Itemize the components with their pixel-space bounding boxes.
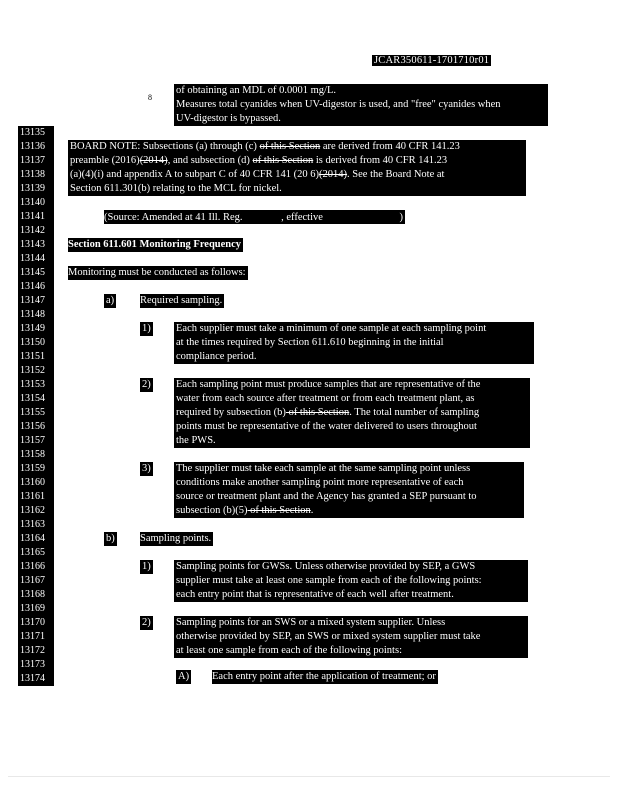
line-number: 13161	[18, 490, 54, 504]
item-a2-line-3: required by subsection (b) of this Section. The total number of sampling	[176, 407, 480, 418]
line-number: 13151	[18, 350, 54, 364]
line-number: 13142	[18, 224, 54, 238]
item-b2A-label: A)	[178, 671, 190, 682]
intro-text: Monitoring must be conducted as follows:	[68, 267, 246, 278]
line-number: 13159	[18, 462, 54, 476]
item-b1-line-3: each entry point that is representative of each well after treatment.	[176, 589, 454, 600]
item-a1-line-1: Each supplier must take a minimum of one sample at each sampling point	[176, 323, 487, 334]
line-number: 13166	[18, 560, 54, 574]
item-b2-line-2: otherwise provided by SEP, an SWS or mixed system supplier must take	[176, 631, 481, 642]
line-number: 13167	[18, 574, 54, 588]
line-number: 13160	[18, 476, 54, 490]
item-b2-line-1: Sampling points for an SWS or a mixed system supplier. Unless	[176, 617, 446, 628]
cyanide-note-line-1: of obtaining an MDL of 0.0001 mg/L.	[176, 85, 337, 96]
line-number: 13137	[18, 154, 54, 168]
board-note-line-1: BOARD NOTE: Subsections (a) through (c) of this Section are derived from 40 CFR 141.23	[70, 141, 460, 152]
line-number: 13150	[18, 336, 54, 350]
line-number: 13164	[18, 532, 54, 546]
item-a3-line-1: The supplier must take each sample at the same sampling point unless	[176, 463, 471, 474]
subsection-b-title: Sampling points.	[140, 533, 212, 544]
line-number: 13172	[18, 644, 54, 658]
line-number: 13148	[18, 308, 54, 322]
line-number: 13145	[18, 266, 54, 280]
item-a2-line-2: water from each source after treatment or from each treatment plant, as	[176, 393, 475, 404]
line-number: 13169	[18, 602, 54, 616]
cyanide-note-line-3: UV-digestor is bypassed.	[176, 113, 281, 124]
subsection-b-label: b)	[106, 533, 115, 544]
item-a3-number: 3)	[142, 463, 151, 474]
item-b2-line-3: at least one sample from each of the following points:	[176, 645, 402, 656]
line-number: 13154	[18, 392, 54, 406]
line-number: 13163	[18, 518, 54, 532]
item-a2-line-4: points must be representative of the water delivered to users throughout	[176, 421, 477, 432]
item-a3-line-3: source or treatment plant and the Agency has granted a SEP pursuant to	[176, 491, 477, 502]
footer-rule	[8, 776, 610, 777]
line-number: 13165	[18, 546, 54, 560]
line-number: 13144	[18, 252, 54, 266]
line-number: 13173	[18, 658, 54, 672]
subsection-a-label: a)	[106, 295, 115, 306]
line-number: 13149	[18, 322, 54, 336]
item-a2-line-1: Each sampling point must produce samples that are representative of the	[176, 379, 481, 390]
subsection-a-title: Required sampling.	[140, 295, 223, 306]
board-note-line-4: Section 611.301(b) relating to the MCL for nickel.	[70, 183, 282, 194]
line-number: 13136	[18, 140, 54, 154]
line-number: 13143	[18, 238, 54, 252]
line-number: 13135	[18, 126, 54, 140]
document-code: JCAR350611-1701710r01	[374, 55, 490, 66]
item-a1-number: 1)	[142, 323, 151, 334]
cyanide-note-line-2: Measures total cyanides when UV-digestor is used, and "free" cyanides when	[176, 99, 501, 110]
item-b2A-text: Each entry point after the application of treatment; or	[212, 671, 436, 682]
line-number: 13158	[18, 448, 54, 462]
line-number: 13141	[18, 210, 54, 224]
line-number: 13156	[18, 420, 54, 434]
line-number: 13170	[18, 616, 54, 630]
line-number: 13139	[18, 182, 54, 196]
board-note-line-3: (a)(4)(i) and appendix A to subpart C of 40 CFR 141 (20 6)(2014). See the Board Note at	[70, 169, 445, 180]
item-b1-number: 1)	[142, 561, 151, 572]
item-a2-number: 2)	[142, 379, 151, 390]
line-number: 13152	[18, 364, 54, 378]
item-a2-line-5: the PWS.	[176, 435, 216, 446]
item-a1-line-3: compliance period.	[176, 351, 257, 362]
line-number: 13157	[18, 434, 54, 448]
scan-corner-mark	[4, 0, 64, 6]
line-number: 13162	[18, 504, 54, 518]
line-number: 13174	[18, 672, 54, 686]
line-number: 13138	[18, 168, 54, 182]
line-number: 13168	[18, 588, 54, 602]
section-heading: Section 611.601 Monitoring Frequency	[68, 239, 242, 250]
line-number: 13155	[18, 406, 54, 420]
line-number: 13146	[18, 280, 54, 294]
line-number: 13171	[18, 630, 54, 644]
line-number: 13140	[18, 196, 54, 210]
board-note-line-2: preamble (2016)(2014), and subsection (d) of this Section is derived from 40 CFR 141.23	[70, 155, 448, 166]
item-a1-line-2: at the times required by Section 611.610 beginning in the initial	[176, 337, 444, 348]
footnote-marker: 8	[148, 93, 152, 102]
source-citation: (Source: Amended at 41 Ill. Reg. , effective )	[104, 212, 404, 223]
item-a3-line-2: conditions make another sampling point more representative of each	[176, 477, 464, 488]
item-a3-line-4: subsection (b)(5) of this Section.	[176, 505, 314, 516]
item-b2-number: 2)	[142, 617, 151, 628]
line-number: 13147	[18, 294, 54, 308]
item-b1-line-2: supplier must take at least one sample from each of the following points:	[176, 575, 482, 586]
line-number: 13153	[18, 378, 54, 392]
item-b1-line-1: Sampling points for GWSs. Unless otherwise provided by SEP, a GWS	[176, 561, 476, 572]
